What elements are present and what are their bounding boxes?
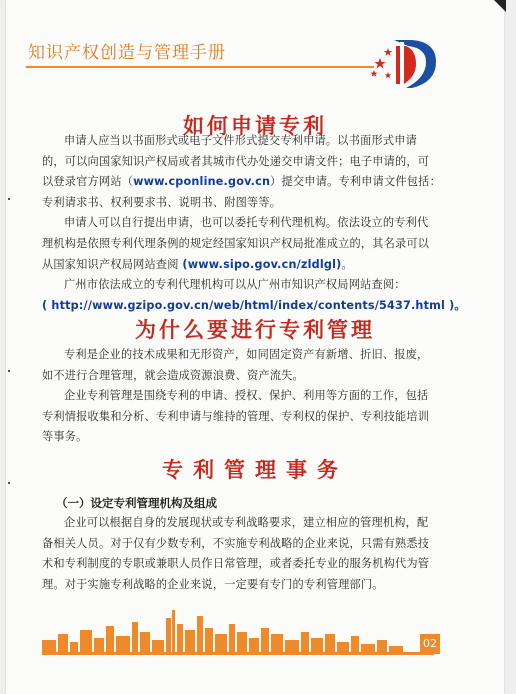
text-line: 专利请求书、权利要求书、说明书、附图等等。 bbox=[42, 195, 282, 209]
section1-body bbox=[42, 131, 466, 316]
margin-mark bbox=[8, 370, 10, 372]
star-icon bbox=[385, 72, 392, 78]
page-number: 02 bbox=[420, 634, 440, 654]
section3-body bbox=[42, 513, 462, 595]
text-line: 理机构是依照专利代理条例的规定经国家知识产权局批准成立的，其名录可以 bbox=[42, 236, 430, 250]
text-line bbox=[42, 172, 462, 193]
text-line: 术和专利制度的专职或兼职人员作日常管理，或者委托专业的服务机构代为管 bbox=[42, 557, 430, 571]
section-title-why-manage: 为什么要进行专利管理 bbox=[135, 317, 375, 342]
margin-mark bbox=[8, 198, 10, 200]
text-fragment: ）提交申请。专利申请文件包括： bbox=[270, 175, 441, 189]
header-title: 知识产权创造与管理手册 bbox=[28, 43, 226, 63]
text-fragment: 。 bbox=[454, 298, 466, 312]
text-fragment: 以登录官方网站（ bbox=[42, 175, 134, 189]
text-line: 理。对于实施专利战略的企业来说，一定要有专门的专利管理部门。 bbox=[42, 577, 384, 591]
text-line: 申请人可以自行提出申请，也可以委托专利代理机构。依法设立的专利代 bbox=[64, 216, 429, 230]
text-fragment: 。 bbox=[341, 257, 353, 271]
section2-body bbox=[42, 345, 462, 448]
header-rule bbox=[26, 66, 374, 68]
link-gzipo[interactable]: ( http://www.gzipo.gov.cn/web/html/index/contents/5437.html ) bbox=[42, 298, 455, 312]
star-icon bbox=[375, 58, 386, 69]
text-line: 专利是企业的技术成果和无形资产，如同固定资产有新增、折旧、报废， bbox=[64, 348, 429, 361]
margin-mark bbox=[8, 482, 10, 484]
star-icon bbox=[384, 48, 392, 56]
text-fragment: 从国家知识产权局网站查阅 bbox=[42, 257, 183, 271]
star-icon bbox=[370, 70, 377, 77]
subheading-management-org: （一）设定专利管理机构及组成 bbox=[56, 496, 217, 510]
text-line: 如不进行合理管理，就会造成资源浪费、资产流失。 bbox=[42, 368, 304, 382]
link-cponline[interactable]: www.cponline.gov.cn bbox=[133, 175, 271, 189]
handbook-page bbox=[6, 0, 504, 694]
footer-rule bbox=[42, 652, 434, 655]
text-line: 专利情报收集和分析、专利申请与维持的管理、专利权的保护、专利技能培训 bbox=[42, 409, 430, 423]
wing-logo-icon bbox=[366, 36, 446, 92]
text-line bbox=[42, 255, 462, 276]
text-line: 申请人应当以书面形式或电子文件形式提交专利申请。以书面形式申请 bbox=[64, 134, 418, 147]
section-title-affairs: 专利管理事务 bbox=[162, 457, 348, 482]
text-line: 备相关人员。对于仅有少数专利，不实施专利战略的企业来说，只需有熟悉技 bbox=[42, 536, 430, 550]
text-line: 等事务。 bbox=[42, 430, 88, 444]
section-title-how-to-apply: 如何申请专利 bbox=[183, 113, 327, 138]
text-line: 广州市依法成立的专利代理机构可以从广州市知识产权局网站查阅： bbox=[64, 278, 406, 292]
page-corner-mark bbox=[494, 0, 506, 12]
link-sipo[interactable]: (www.sipo.gov.cn/zldlgl) bbox=[182, 257, 342, 271]
text-line: 企业可以根据自身的发展现状或专利战略要求，建立相应的管理机构，配 bbox=[64, 516, 429, 529]
text-line: 企业专利管理是围绕专利的申请、授权、保护、利用等方面的工作，包括 bbox=[64, 389, 429, 403]
text-line: 的，可以向国家知识产权局或者其城市代办处递交申请文件；电子申请的，可 bbox=[42, 154, 430, 168]
city-skyline-icon bbox=[42, 604, 422, 654]
